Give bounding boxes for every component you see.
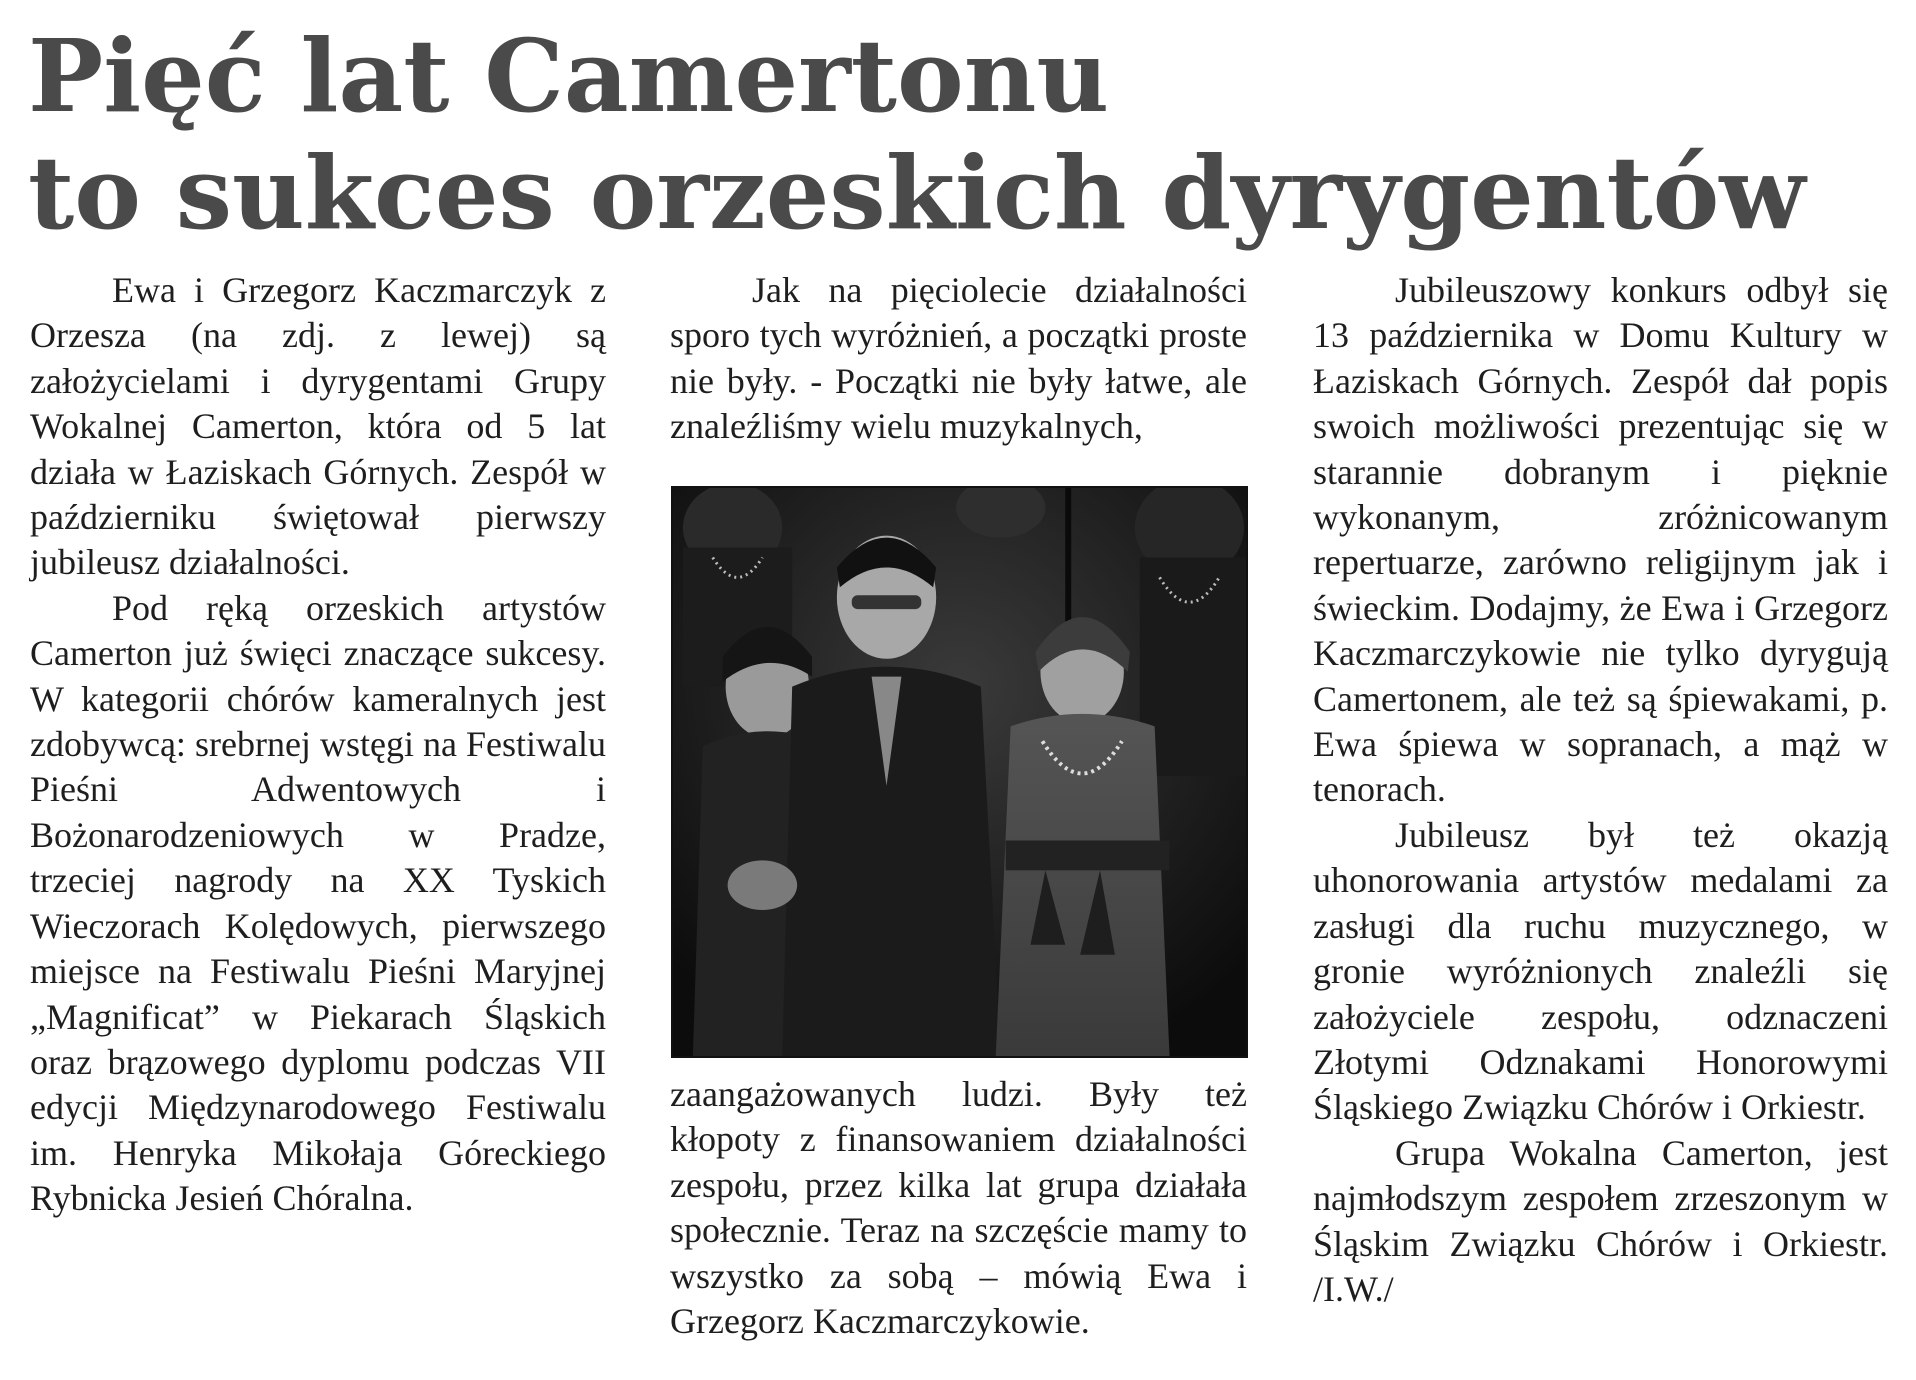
paragraph: Jak na pięciolecie działalności sporo tych wyróżnień, a początki proste nie były. - Początki nie były łatwe, ale znaleźliśmy wielu muzykalnych, (670, 270, 1247, 447)
article-column-2-top (670, 268, 1247, 450)
choir-photo-image (673, 488, 1246, 1056)
headline-line-1: Pięć lat Camertonu (28, 17, 1110, 135)
article-column-3 (1313, 268, 1888, 1312)
article-headline (28, 18, 1888, 252)
article-column-2-bottom (670, 1072, 1247, 1344)
paragraph: Pod ręką orzeskich artystów Camerton już święci znaczące sukcesy. W kategorii chórów kameralnych jest zdobywcą: srebrnej wstęgi na Festiwalu Pieśni Adwentowych i Bożonarodzeniowych w Pradze, trzeciej nagrody na XX Tyskich Wieczorach Kolędowych, pierwszego miejsce na Festiwalu Pieśni Maryjnej „Magnificat” w Piekarach Śląskich oraz brązowego dyplomu podczas VII edycji Międzynarodowego Festiwalu im. Henryka Mikołaja Góreckiego Rybnicka Jesień Chóralna. (30, 587, 606, 1219)
paragraph: Jubileusz był też okazją uhonorowania artystów medalami za zasługi dla ruchu muzycznego, w gronie wyróżnionych znaleźli się założyciele zespołu, odznaczeni Złotymi Odznakami Honorowymi Śląskiego Związku Chórów i Orkiestr. (1313, 814, 1888, 1128)
paragraph: Grupa Wokalna Camerton, jest najmłodszym zespołem zrzeszonym w Śląskim Związku Chórów i Orkiestr. /I.W./ (1313, 1132, 1888, 1309)
article-column-1 (30, 268, 606, 1222)
paragraph: Jubileuszowy konkurs odbył się 13 października w Domu Kultury w Łaziskach Górnych. Zespół dał popis swoich możliwości prezentując się w starannie dobranym i pięknie wykonanym, zróżnicowanym repertuarze, zarówno religijnym jak i świeckim. Dodajmy, że Ewa i Grzegorz Kaczmarczykowie nie tylko dyrygują Camertonem, ale też są śpiewakami, p. Ewa śpiewa w sopranach, a mąż w tenorach. (1313, 270, 1888, 810)
choir-photo (671, 486, 1248, 1058)
headline-line-2: to sukces orzeskich dyrygentów (28, 134, 1806, 252)
paragraph: Ewa i Grzegorz Kaczmarczyk z Orzesza (na zdj. z lewej) są założycielami i dyrygentami Grupy Wokalnej Camerton, która od 5 lat działa w Łaziskach Górnych. Zespół w październiku świętował pierwszy jubileusz działalności. (30, 270, 606, 583)
paragraph: zaangażowanych ludzi. Były też kłopoty z finansowaniem działalności zespołu, przez kilka lat grupa działała społecznie. Teraz na szczęście mamy to wszystko za sobą – mówią Ewa i Grzegorz Kaczmarczykowie. (670, 1074, 1247, 1342)
